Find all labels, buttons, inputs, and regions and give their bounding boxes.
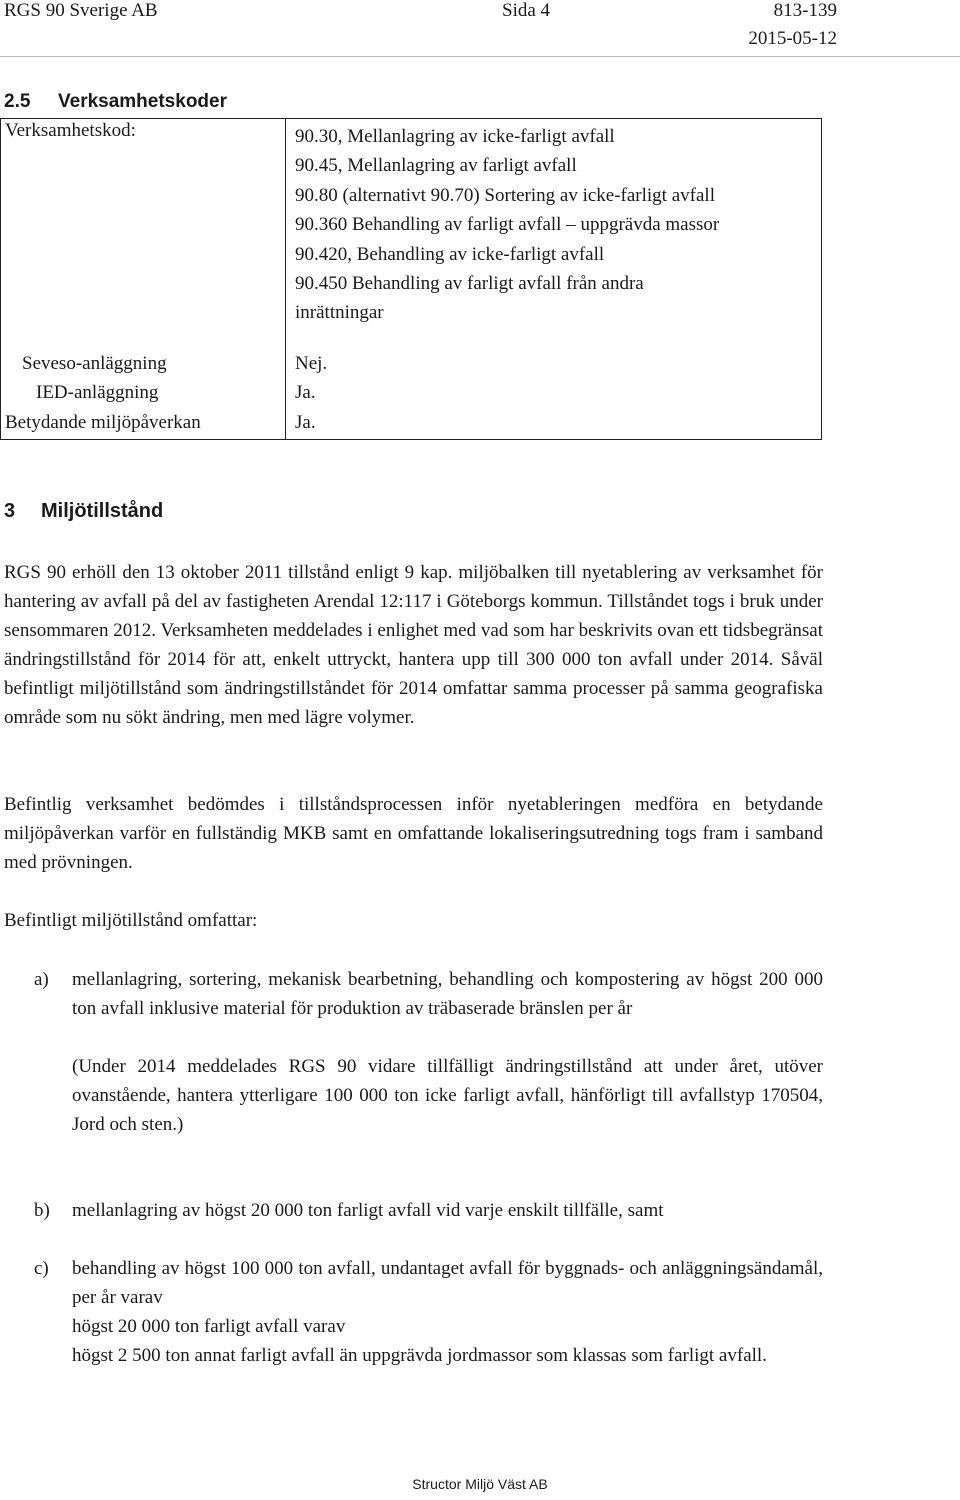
paragraph-permit-scope: Befintligt miljötillstånd omfattar:	[4, 910, 258, 931]
list-marker: a)	[34, 969, 49, 990]
ied-value: Ja.	[295, 382, 316, 403]
table-divider	[285, 119, 286, 439]
page-header	[0, 0, 960, 57]
section-title: Miljötillstånd	[41, 500, 164, 522]
code-item: 90.450 Behandling av farligt avfall från andra	[295, 272, 644, 294]
environmental-impact-value: Ja.	[295, 412, 316, 433]
section-heading-3	[4, 500, 163, 523]
list-marker: b)	[34, 1200, 50, 1221]
code-item: inrättningar	[295, 302, 384, 324]
code-item: 90.80 (alternativt 90.70) Sortering av icke-farligt avfall	[295, 184, 715, 206]
section-number: 3	[4, 500, 16, 522]
code-item: 90.30, Mellanlagring av icke-farligt avfall	[295, 126, 615, 147]
code-item: 90.45, Mellanlagring av farligt avfall	[295, 155, 577, 177]
seveso-label: Seveso-anläggning	[22, 353, 167, 374]
page-number: Sida 4	[502, 0, 551, 21]
list-item-subtext: högst 2 500 ton annat farligt avfall än uppgrävda jordmassor som klassas som farligt avfall.	[72, 1345, 767, 1366]
codes-list	[295, 122, 719, 328]
document-number: 813-139	[773, 0, 837, 21]
company-name: RGS 90 Sverige AB	[4, 0, 158, 21]
list-item-text: behandling av högst 100 000 ton avfall, undantaget avfall för byggnads- och anläggningsändamål, per år varav	[72, 1258, 823, 1308]
list-marker: c)	[34, 1258, 49, 1279]
section-number: 2.5	[4, 91, 31, 112]
section-heading-2-5	[4, 91, 227, 113]
section-title: Verksamhetskoder	[58, 91, 227, 112]
page-footer: Structor Miljö Väst AB	[412, 1476, 548, 1492]
paragraph-environmental-impact: Befintlig verksamhet bedömdes i tillståndsprocessen inför nyetableringen medföra en betydande miljöpåverkan varför en fullständig MKB samt en omfattande lokaliseringsutredning togs fram i samband med prövningen.	[4, 794, 823, 873]
ied-label: IED-anläggning	[36, 382, 159, 403]
code-item: 90.360 Behandling av farligt avfall – uppgrävda massor	[295, 214, 720, 236]
seveso-value: Nej.	[295, 353, 328, 374]
list-item-note: (Under 2014 meddelades RGS 90 vidare tillfälligt ändringstillstånd att under året, utöver ovanstående, hantera ytterligare 100 000 ton icke farligt avfall, hänförligt till avfallstyp 170504, Jord och sten.)	[72, 1056, 823, 1135]
environmental-impact-label: Betydande miljöpåverkan	[5, 412, 201, 433]
list-item-subtext: högst 20 000 ton farligt avfall varav	[72, 1316, 346, 1337]
activity-codes-table	[0, 118, 822, 440]
list-item-text: mellanlagring, sortering, mekanisk bearbetning, behandling och kompostering av högst 200 000 ton avfall inklusive material för produktion av träbaserade bränslen per år	[72, 969, 823, 1019]
list-item-text: mellanlagring av högst 20 000 ton farligt avfall vid varje enskilt tillfälle, samt	[72, 1200, 664, 1221]
document-date: 2015-05-12	[748, 28, 837, 49]
code-label: Verksamhetskod:	[5, 120, 136, 141]
code-item: 90.420, Behandling av icke-farligt avfall	[295, 243, 605, 265]
paragraph-permit-history: RGS 90 erhöll den 13 oktober 2011 tillstånd enligt 9 kap. miljöbalken till nyetablering av verksamhet för hantering av avfall på del av fastigheten Arendal 12:117 i Göteborgs kommun. Tillståndet togs i bruk under sensommaren 2012. Verksamheten meddelades i enlighet med vad som har beskrivits ovan ett tidsbegränsat ändringstillstånd för 2014 för att, enkelt uttryckt, hantera upp till 300 000 ton avfall under 2014. Såväl befintligt miljötillstånd som ändringstillståndet för 2014 omfattar samma processer på samma geografiska område som nu sökt ändring, men med lägre volymer.	[4, 562, 823, 728]
